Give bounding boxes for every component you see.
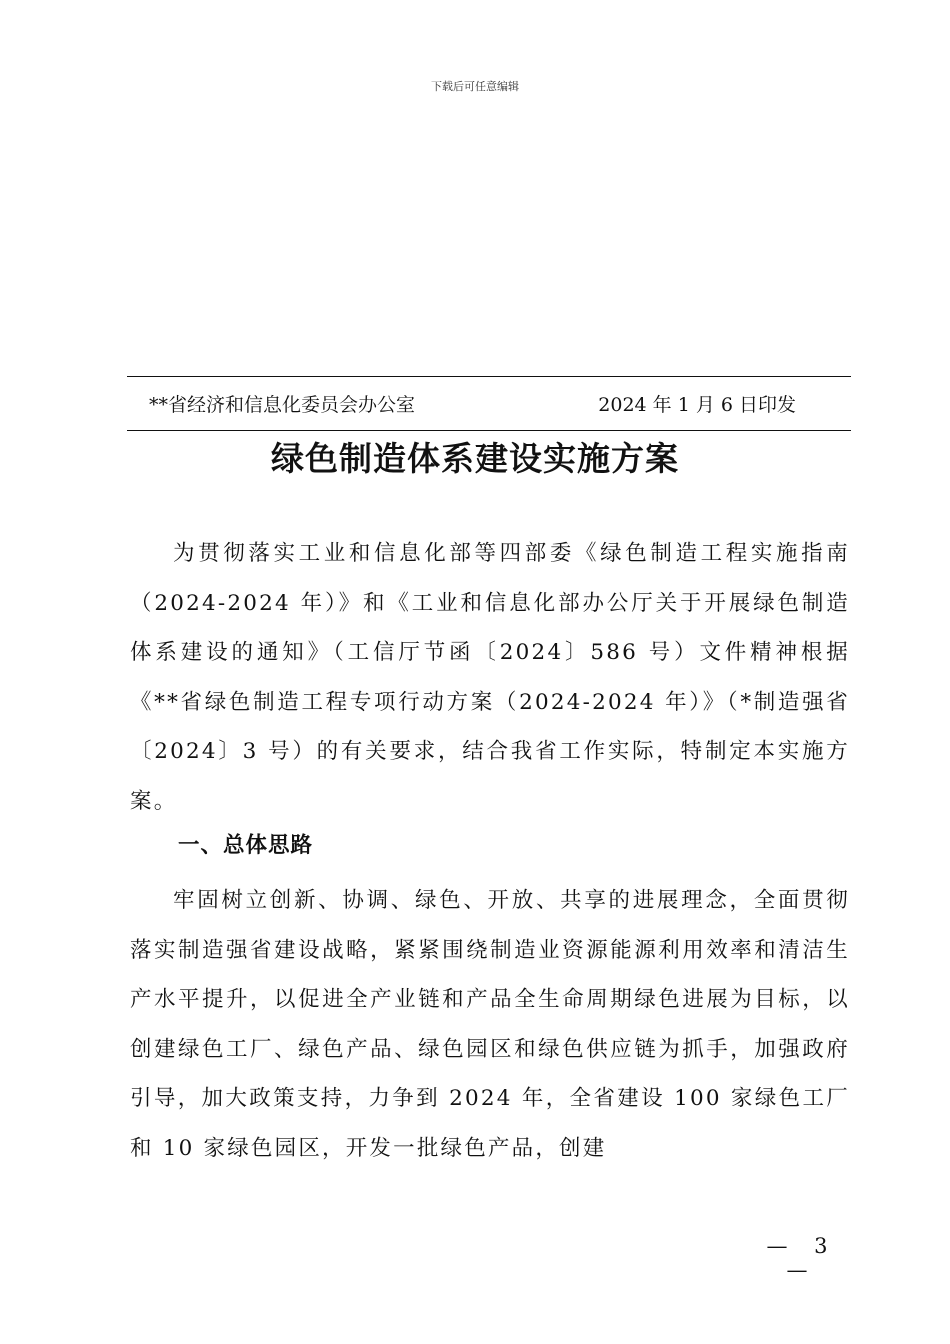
section1-paragraph-text: 牢固树立创新、协调、绿色、开放、共享的进展理念，全面贯彻落实制造强省建设战略，紧紧围绕制造业资源能源利用效率和清洁生产水平提升，以促进全产业链和产品全生命周期绿色进展为目标，以创建绿色工厂、绿色产品、绿色园区和绿色供应链为抓手，加强政府引导，加大政策支持，力争到 2024 年，全省建设 100 家绿色工厂和 10 家绿色园区，开发一批绿色产品，创建 (130, 888, 850, 1161)
top-rule (127, 376, 851, 377)
issue-date: 2024 年 1 月 6 日印发 (598, 394, 796, 416)
issuer-row (127, 390, 851, 418)
section-heading: 一、总体思路 (178, 833, 314, 858)
section1-paragraph (130, 876, 850, 1173)
intro-paragraph-text: 为贯彻落实工业和信息化部等四部委《绿色制造工程实施指南（2024-2024 年）》和《工业和信息化部办公厅关于开展绿色制造体系建设的通知》（工信厅节函〔2024〕586 号）文件精神根据《**省绿色制造工程专项行动方案（2024-2024 年）》（*制造强省〔2024〕3 号）的有关要求，结合我省工作实际，特制定本实施方案。 (130, 541, 850, 814)
bottom-rule (127, 430, 851, 431)
header-note: 下载后可任意编辑 (431, 80, 519, 93)
intro-paragraph (130, 529, 850, 826)
issuer: **省经济和信息化委员会办公室 (149, 394, 416, 416)
document-title: 绿色制造体系建设实施方案 (271, 439, 679, 478)
page-number: — 3 — (766, 1234, 838, 1282)
